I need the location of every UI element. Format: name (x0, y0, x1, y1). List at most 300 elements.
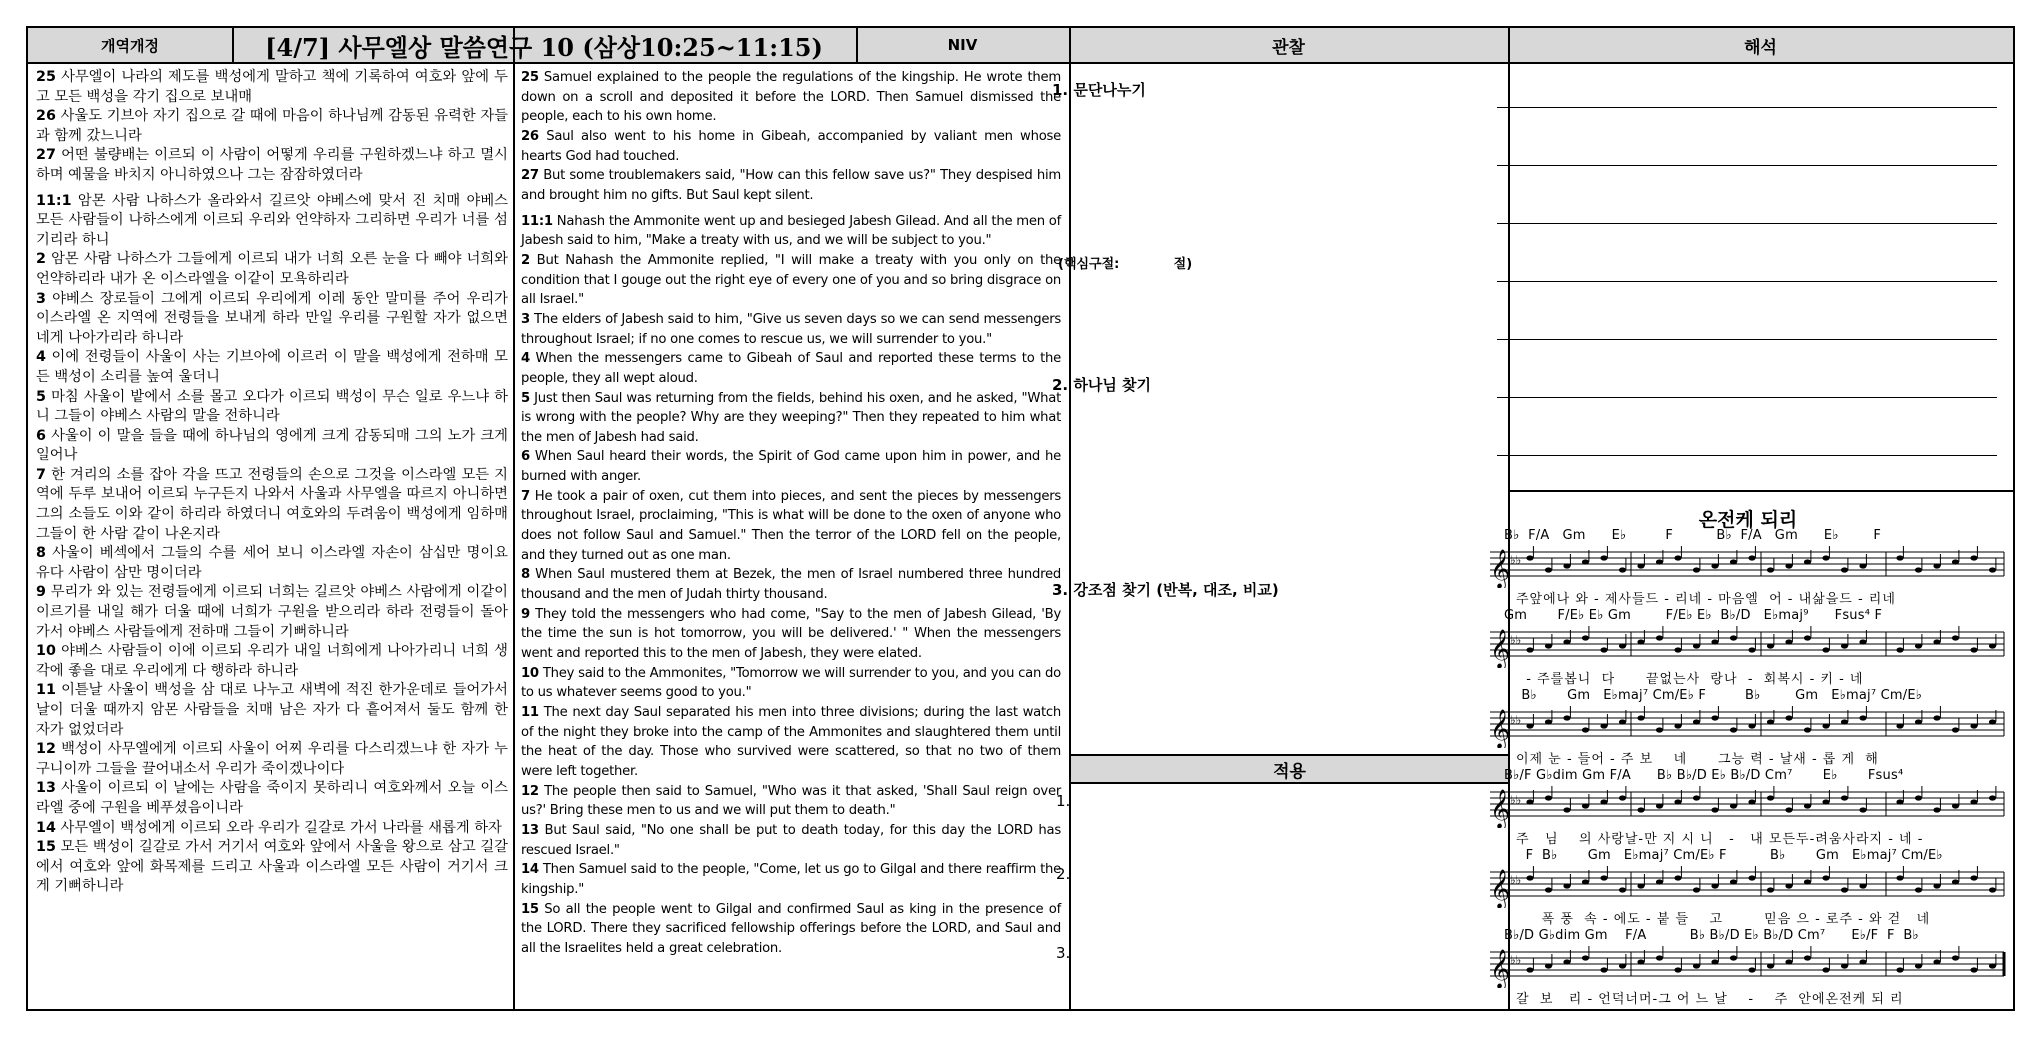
note-head (1767, 719, 1774, 724)
music-staff (1486, 944, 2008, 988)
verse-text: When the messengers came to Gibeah of Saul and reported these terms to the people, they all wept aloud. (521, 351, 1061, 386)
observation-step-emphasis: 3. 강조점 찾기 (반복, 대조, 비교) (1052, 581, 1279, 599)
writing-line (1497, 107, 1997, 108)
verse-number: 13 (521, 822, 539, 838)
note-head (1711, 715, 1718, 720)
verse-number: 9 (36, 584, 46, 601)
note-head (1804, 727, 1811, 732)
note-head (1619, 963, 1626, 968)
verse-text: 마침 사울이 밭에서 소를 몰고 오다가 이르되 백성이 무슨 일로 우느냐 하니 그들이 야베스 사람의 말을 전하니라 (36, 388, 508, 425)
verse-number: 10 (521, 665, 539, 681)
note-head (1730, 803, 1737, 808)
note-head (1730, 727, 1737, 732)
note-head (1563, 959, 1570, 964)
song-lyrics: - 주를봅니 다 끝없는사 랑나 - 회복시 - 키 - 네 (1516, 672, 1864, 687)
verse-text: Saul also went to his home in Gibeah, accompanied by valiant men whose hearts God had touched. (521, 128, 1061, 164)
note-head (1563, 563, 1570, 568)
note-head (1656, 635, 1663, 640)
niv-verse (521, 349, 1061, 388)
note-head (1526, 647, 1533, 652)
staff-row (1486, 768, 2008, 850)
note-head (1748, 875, 1755, 880)
note-head (1841, 719, 1848, 724)
note-head (1822, 555, 1829, 560)
note-head (1545, 963, 1552, 968)
note-head (1600, 723, 1607, 728)
verse-number: 3 (36, 290, 46, 307)
verse-number: 15 (36, 839, 56, 856)
note-head (1748, 647, 1755, 652)
note-head (1989, 963, 1996, 968)
verse-number: 25 (521, 70, 539, 85)
note-head (1859, 807, 1866, 812)
treble-clef-icon: 𝄞 (1490, 869, 1511, 908)
note-head (1915, 795, 1922, 800)
note-head (1711, 959, 1718, 964)
note-head (1896, 799, 1903, 804)
note-head (1785, 563, 1792, 568)
note-head (1730, 879, 1737, 884)
niv-verse (521, 703, 1061, 782)
note-head (1989, 567, 1996, 572)
application-item-3: 3. (1056, 944, 1071, 962)
verse-text: Just then Saul was returning from the fields, behind his oxen, and he asked, "What is wrong with the people? Why are they weeping?" Then they repeated to him what the men of Jabesh had said. (521, 390, 1061, 445)
note-head (1656, 559, 1663, 564)
verse-text: But Saul said, "No one shall be put to death today, for this day the LORD has rescued Israel." (521, 822, 1061, 858)
niv-verse (521, 68, 1061, 127)
observation-step-paragraph: 1. 문단나누기 (1052, 81, 1146, 99)
niv-verse (521, 565, 1061, 604)
note-head (1933, 563, 1940, 568)
verse-text: Then Samuel said to the people, "Come, let us go to Gilgal and there reaffirm the kingship." (521, 862, 1061, 897)
niv-verse (521, 860, 1061, 899)
note-head (1896, 875, 1903, 880)
verse-text: 암몬 사람 나하스가 그들에게 이르되 내가 너희 오른 눈을 다 빼야 너희와 언약하리라 내가 온 이스라엘을 이같이 모욕하리라 (36, 251, 508, 287)
note-head (1896, 555, 1903, 560)
verse-number: 26 (521, 128, 539, 144)
note-head (1619, 719, 1626, 724)
note-head (1970, 875, 1977, 880)
note-head (1841, 643, 1848, 648)
verse-number: 9 (521, 606, 530, 622)
note-head (1841, 963, 1848, 968)
korean-verse (36, 819, 508, 839)
note-head (1693, 719, 1700, 724)
note-head (1804, 955, 1811, 960)
note-head (1952, 559, 1959, 564)
verse-number: 13 (36, 780, 56, 797)
korean-verse (36, 427, 508, 466)
note-head (1674, 799, 1681, 804)
chord-symbols: B♭/F G♭dim Gm F/A B♭ B♭/D E♭ B♭/D Cm⁷ E♭ Fsus⁴ (1504, 768, 1904, 783)
chord-symbols: B♭/D G♭dim Gm F/A B♭ B♭/D E♭ B♭/D Cm⁷ E♭/F F B♭ (1504, 928, 1919, 943)
music-staff (1486, 784, 2008, 828)
niv-text-column (521, 68, 1061, 959)
niv-verse (521, 212, 1061, 251)
note-head (1637, 959, 1644, 964)
version-header: 개역개정 (28, 28, 232, 64)
note-head (1785, 639, 1792, 644)
application-item-1: 1. (1056, 792, 1071, 810)
note-head (1582, 803, 1589, 808)
note-head (1637, 883, 1644, 888)
treble-clef-icon: 𝄞 (1490, 949, 1511, 988)
verse-number: 27 (36, 147, 56, 164)
note-head (1637, 715, 1644, 720)
note-head (1526, 799, 1533, 804)
verse-number: 4 (36, 349, 46, 366)
verse-number: 25 (36, 69, 56, 85)
treble-clef-icon: 𝄞 (1490, 789, 1511, 828)
verse-number: 10 (36, 643, 56, 660)
verse-text: The people then said to Samuel, "Who was it that asked, 'Shall Saul reign over us?' Bring these men to us and we will put them to death." (521, 783, 1061, 819)
note-head (1674, 875, 1681, 880)
note-head (1952, 803, 1959, 808)
music-staff (1486, 704, 2008, 748)
note-head (1600, 875, 1607, 880)
divider (513, 28, 515, 1009)
niv-verse (521, 166, 1061, 205)
note-head (1526, 723, 1533, 728)
note-head (1582, 955, 1589, 960)
note-head (1674, 967, 1681, 972)
song-lyrics: 주앞에나 와 - 제사들드 - 리네 - 마음엘 어 - 내삶을드 - 리네 (1516, 592, 1896, 607)
note-head (1822, 875, 1829, 880)
verse-text: 사울도 기브아 자기 집으로 갈 때에 마음이 하나님께 감동된 유력한 자들과 함께 갔느니라 (36, 108, 508, 144)
note-head (1730, 559, 1737, 564)
key-signature-icon: ♭♭ (1510, 633, 1522, 647)
note-head (1933, 715, 1940, 720)
verse-number: 4 (521, 351, 530, 367)
verse-text: 사울이 이르되 이 날에는 사람을 죽이지 못하리니 여호와께서 오늘 이스라엘 중에 구원을 베푸셨음이니라 (36, 780, 508, 816)
chord-symbols: B♭ F/A Gm E♭ F B♭ F/A Gm E♭ F (1504, 528, 1882, 543)
music-staff (1486, 544, 2008, 588)
note-head (1841, 887, 1848, 892)
note-head (1619, 795, 1626, 800)
observation-step-god: 2. 하나님 찾기 (1052, 376, 1152, 394)
note-head (1896, 647, 1903, 652)
niv-verse (521, 821, 1061, 860)
verse-text: 모든 백성이 길갈로 가서 거기서 여호와 앞에서 사울을 왕으로 삼고 길갈에서 여호와 앞에 화목제를 드리고 사울과 이스라엘 모든 사람이 거기서 크게 기뻐하니라 (36, 839, 508, 895)
niv-header: NIV (856, 28, 1069, 64)
verse-text: Nahash the Ammonite went up and besieged Jabesh Gilead. And all the men of Jabesh said to him, "Make a treaty with us, and we will be subject to you." (521, 213, 1061, 249)
verse-text: 암몬 사람 나하스가 올라와서 길르앗 야베스에 맞서 진 치매 야베스 모든 사람들이 나하스에게 이르되 우리와 언약하자 그리하면 우리가 너를 섬기리라 하니 (36, 192, 508, 248)
song-title: 온전케 되리 (1698, 509, 1798, 531)
note-head (1841, 795, 1848, 800)
korean-verse (36, 466, 508, 544)
verse-number: 5 (36, 388, 46, 405)
note-head (1785, 807, 1792, 812)
niv-verse (521, 310, 1061, 349)
application-header: 적용 (1071, 754, 1508, 784)
note-head (1896, 723, 1903, 728)
korean-verse (36, 250, 508, 289)
note-head (1785, 715, 1792, 720)
staff-row (1486, 608, 2008, 690)
korean-verse (36, 348, 508, 387)
note-head (1563, 715, 1570, 720)
verse-text: But Nahash the Ammonite replied, "I will make a treaty with you only on the condition that I gouge out the right eye of every one of you and so bring disgrace on all Israel." (521, 252, 1061, 308)
verse-text: 이튿날 사울이 백성을 삼 대로 나누고 새벽에 적진 한가운데로 들어가서 날이 더울 때까지 암몬 사람들을 치매 남은 자가 다 흩어져서 둘도 함께 한 자가 없었더라 (36, 682, 508, 738)
verse-text: The elders of Jabesh said to him, "Give us seven days so we can send messengers throughout Israel; if no one comes to rescue us, we will surrender to you." (521, 311, 1061, 347)
niv-verse (521, 447, 1061, 486)
note-head (1767, 643, 1774, 648)
chord-symbols: F B♭ Gm E♭maj⁷ Cm/E♭ F B♭ Gm E♭maj⁷ Cm/E♭ (1504, 848, 1943, 863)
note-head (1859, 959, 1866, 964)
note-head (1563, 807, 1570, 812)
note-head (1989, 719, 1996, 724)
note-head (1952, 635, 1959, 640)
note-head (1822, 967, 1829, 972)
note-head (1915, 567, 1922, 572)
note-head (1859, 883, 1866, 888)
staff-row (1486, 688, 2008, 770)
note-head (1952, 879, 1959, 884)
note-head (1600, 647, 1607, 652)
note-head (1785, 883, 1792, 888)
note-head (1600, 799, 1607, 804)
verse-text: 백성이 사무엘에게 이르되 사울이 어찌 우리를 다스리겠느냐 한 자가 누구니이까 그들을 끌어내소서 우리가 죽이겠나이다 (36, 741, 508, 777)
song-lyrics: 폭 풍 속 - 에도 - 붙 들 고 믿음 으 - 로주 - 와 걷 네 (1516, 912, 1931, 927)
divider (1069, 28, 1071, 1009)
note-head (1582, 727, 1589, 732)
note-head (1656, 727, 1663, 732)
korean-verse (36, 192, 508, 251)
music-staff (1486, 624, 2008, 668)
note-head (1582, 559, 1589, 564)
verse-text: 어떤 불량배는 이르되 이 사람이 어떻게 우리를 구원하겠느냐 하고 멸시하며 예물을 바치지 아니하였으나 그는 잠잠하였더라 (36, 147, 508, 183)
page-title: [4/7] 사무엘상 말씀연구 10 (삼상10:25~11:15) (232, 28, 856, 64)
verse-number: 2 (521, 252, 530, 268)
note-head (1748, 555, 1755, 560)
observation-header: 관찰 (1069, 28, 1508, 64)
verse-text: 한 겨리의 소를 잡아 각을 뜨고 전령들의 손으로 그것을 이스라엘 모든 지역에 두루 보내어 이르되 누구든지 나와서 사울과 사무엘을 따르지 아니하면 그의 소들도 이와 같이 하리라 하였더니 여호와의 두려움이 백성에게 임하매 그들이 한 사람 같이 나온지라 (36, 466, 508, 542)
note-head (1600, 967, 1607, 972)
key-signature-icon: ♭♭ (1510, 713, 1522, 727)
verse-number: 11:1 (521, 213, 553, 229)
korean-verse (36, 68, 508, 107)
note-head (1841, 567, 1848, 572)
korean-text-column (36, 68, 508, 897)
korean-verse (36, 388, 508, 427)
key-signature-icon: ♭♭ (1510, 873, 1522, 887)
song-lyrics: 주 님 의 사랑날-만 지 시 니 - 내 모든두-려움사라지 - 네 - (1516, 832, 1924, 847)
verse-text: 이에 전령들이 사울이 사는 기브아에 이르러 이 말을 백성에게 전하매 모든 백성이 소리를 높여 울더니 (36, 349, 508, 385)
chord-symbols: B♭ Gm E♭maj⁷ Cm/E♭ F B♭ Gm E♭maj⁷ Cm/E♭ (1504, 688, 1923, 703)
note-head (1711, 807, 1718, 812)
verse-number: 11:1 (36, 192, 72, 209)
note-head (1804, 635, 1811, 640)
niv-verse (521, 782, 1061, 821)
verse-number: 15 (521, 901, 539, 917)
note-head (1785, 959, 1792, 964)
key-signature-icon: ♭♭ (1510, 553, 1522, 567)
note-head (1693, 963, 1700, 968)
note-head (1693, 795, 1700, 800)
treble-clef-icon: 𝄞 (1490, 629, 1511, 668)
writing-line (1497, 223, 1997, 224)
note-head (1563, 883, 1570, 888)
korean-verse (36, 544, 508, 583)
note-head (1859, 715, 1866, 720)
korean-verse (36, 107, 508, 146)
note-head (1600, 555, 1607, 560)
verse-number: 7 (521, 488, 530, 504)
note-head (1748, 723, 1755, 728)
song-lyrics: 이제 눈 - 들어 - 주 보 네 그능 력 - 날새 - 롭 게 해 (1516, 752, 1879, 767)
note-head (1637, 807, 1644, 812)
note-head (1693, 567, 1700, 572)
verse-number: 12 (521, 783, 539, 799)
note-head (1970, 799, 1977, 804)
note-head (1674, 647, 1681, 652)
song-lyrics: 갈 보 리 - 언덕너머-그 어 느 날 - 주 안에온전케 되 리 (1516, 992, 1904, 1007)
verse-number: 2 (36, 251, 46, 268)
note-head (1767, 567, 1774, 572)
note-head (1970, 555, 1977, 560)
writing-line (1497, 281, 1997, 282)
interpretation-header: 해석 (1508, 28, 2013, 64)
verse-number: 3 (521, 311, 530, 327)
key-signature-icon: ♭♭ (1510, 793, 1522, 807)
korean-verse (36, 642, 508, 681)
niv-verse (521, 389, 1061, 448)
niv-verse (521, 251, 1061, 310)
note-head (1822, 647, 1829, 652)
note-head (1767, 887, 1774, 892)
note-head (1545, 567, 1552, 572)
verse-text: 사무엘이 나라의 제도를 백성에게 말하고 책에 기록하여 여호와 앞에 두고 모든 백성을 각기 집으로 보내매 (36, 69, 508, 105)
niv-verse (521, 664, 1061, 703)
verse-text: 야베스 장로들이 그에게 이르되 우리에게 이레 동안 말미를 주어 우리가 이스라엘 온 지역에 전령들을 보내게 하라 만일 우리를 구원할 자가 없으면 네게 나아가리라 하니라 (36, 290, 508, 346)
staff-row (1486, 528, 2008, 610)
note-head (1674, 723, 1681, 728)
note-head (1637, 639, 1644, 644)
note-head (1989, 795, 1996, 800)
verse-number: 7 (36, 466, 46, 483)
verse-number: 6 (521, 449, 530, 465)
verse-text: 사울이 베섹에서 그들의 수를 세어 보니 이스라엘 자손이 삼십만 명이요 유다 사람이 삼만 명이더라 (36, 545, 508, 581)
note-head (1933, 959, 1940, 964)
note-head (1711, 639, 1718, 644)
treble-clef-icon: 𝄞 (1490, 549, 1511, 588)
verse-text: 무리가 와 있는 전령들에게 이르되 너희는 길르앗 야베스 사람에게 이같이 이르기를 내일 해가 더울 때에 너희가 구원을 받으리라 하라 전령들이 돌아가서 야베스 사람들에게 전하매 그들이 기뻐하니라 (36, 584, 508, 640)
note-head (1656, 879, 1663, 884)
note-head (1970, 723, 1977, 728)
note-head (1915, 887, 1922, 892)
chord-symbols: Gm F/E♭ E♭ Gm F/E♭ E♭ B♭/D E♭maj⁹ Fsus⁴ F (1504, 608, 1883, 623)
treble-clef-icon: 𝄞 (1490, 709, 1511, 748)
verse-text: 사울이 이 말을 들을 때에 하나님의 영에게 크게 감동되매 그의 노가 크게 일어나 (36, 427, 508, 464)
note-head (1674, 555, 1681, 560)
note-head (1545, 795, 1552, 800)
verse-number: 12 (36, 741, 56, 758)
note-head (1970, 647, 1977, 652)
verse-number: 14 (36, 819, 56, 836)
note-head (1563, 639, 1570, 644)
music-staff (1486, 864, 2008, 908)
note-head (1933, 639, 1940, 644)
verse-text: 사무엘이 백성에게 이르되 오라 우리가 길갈로 가서 나라를 새롭게 하자 (55, 819, 502, 836)
verse-number: 5 (521, 390, 530, 406)
note-head (1804, 803, 1811, 808)
verse-number: 26 (36, 108, 56, 125)
note-head (1545, 719, 1552, 724)
application-item-2: 2. (1056, 865, 1071, 883)
writing-line (1497, 455, 1997, 456)
korean-verse (36, 838, 508, 897)
note-head (1767, 795, 1774, 800)
staff-row (1486, 928, 2008, 1010)
note-head (1526, 967, 1533, 972)
divider (856, 28, 858, 64)
verse-text: They said to the Ammonites, "Tomorrow we will surrender to you, and you can do to us whatever seems good to you." (521, 665, 1061, 701)
note-head (1933, 883, 1940, 888)
note-head (1748, 799, 1755, 804)
note-head (1526, 555, 1533, 560)
korean-verse (36, 290, 508, 349)
note-head (1933, 807, 1940, 812)
niv-verse (521, 900, 1061, 959)
note-head (1619, 567, 1626, 572)
verse-text: But some troublemakers said, "How can this fellow save us?" They despised him and brought him no gifts. But Saul kept silent. (521, 168, 1061, 203)
verse-text: So all the people went to Gilgal and confirmed Saul as king in the presence of the LORD. There they sacrificed fellowship offerings before the LORD, and Saul and all the Israelites held a great celebration. (521, 901, 1061, 956)
writing-line (1497, 165, 1997, 166)
key-signature-icon: ♭♭ (1510, 953, 1522, 967)
niv-verse (521, 127, 1061, 166)
korean-verse (36, 681, 508, 740)
note-head (1711, 563, 1718, 568)
staff-row (1486, 848, 2008, 930)
note-head (1822, 723, 1829, 728)
note-head (1804, 559, 1811, 564)
note-head (1545, 643, 1552, 648)
korean-verse (36, 146, 508, 185)
verse-number: 11 (521, 705, 539, 720)
note-head (1582, 879, 1589, 884)
note-head (1730, 635, 1737, 640)
writing-line (1497, 339, 1997, 340)
note-head (1896, 967, 1903, 972)
note-head (1711, 883, 1718, 888)
divider (1508, 490, 2013, 492)
note-head (1859, 563, 1866, 568)
note-head (1989, 887, 1996, 892)
verse-text: 야베스 사람들이 이에 이르되 우리가 내일 너희에게 나아가리니 너희 생각에 좋을 대로 우리에게 다 행하라 하니라 (36, 643, 508, 679)
note-head (1693, 643, 1700, 648)
verse-number: 8 (36, 545, 46, 562)
note-head (1804, 879, 1811, 884)
note-head (1619, 887, 1626, 892)
note-head (1545, 887, 1552, 892)
note-head (1989, 643, 1996, 648)
verse-number: 27 (521, 168, 539, 184)
note-head (1915, 643, 1922, 648)
writing-line (1497, 397, 1997, 398)
note-head (1730, 955, 1737, 960)
note-head (1748, 967, 1755, 972)
verse-text: When Saul mustered them at Bezek, the men of Israel numbered three hundred thousand and the men of Judah thirty thousand. (521, 567, 1061, 603)
niv-verse (521, 605, 1061, 664)
note-head (1693, 887, 1700, 892)
note-head (1822, 799, 1829, 804)
verse-text: When Saul heard their words, the Spirit of God came upon him in power, and he burned with anger. (521, 449, 1061, 485)
note-head (1952, 727, 1959, 732)
note-head (1619, 643, 1626, 648)
korean-verse (36, 779, 508, 818)
note-head (1656, 955, 1663, 960)
note-head (1952, 955, 1959, 960)
